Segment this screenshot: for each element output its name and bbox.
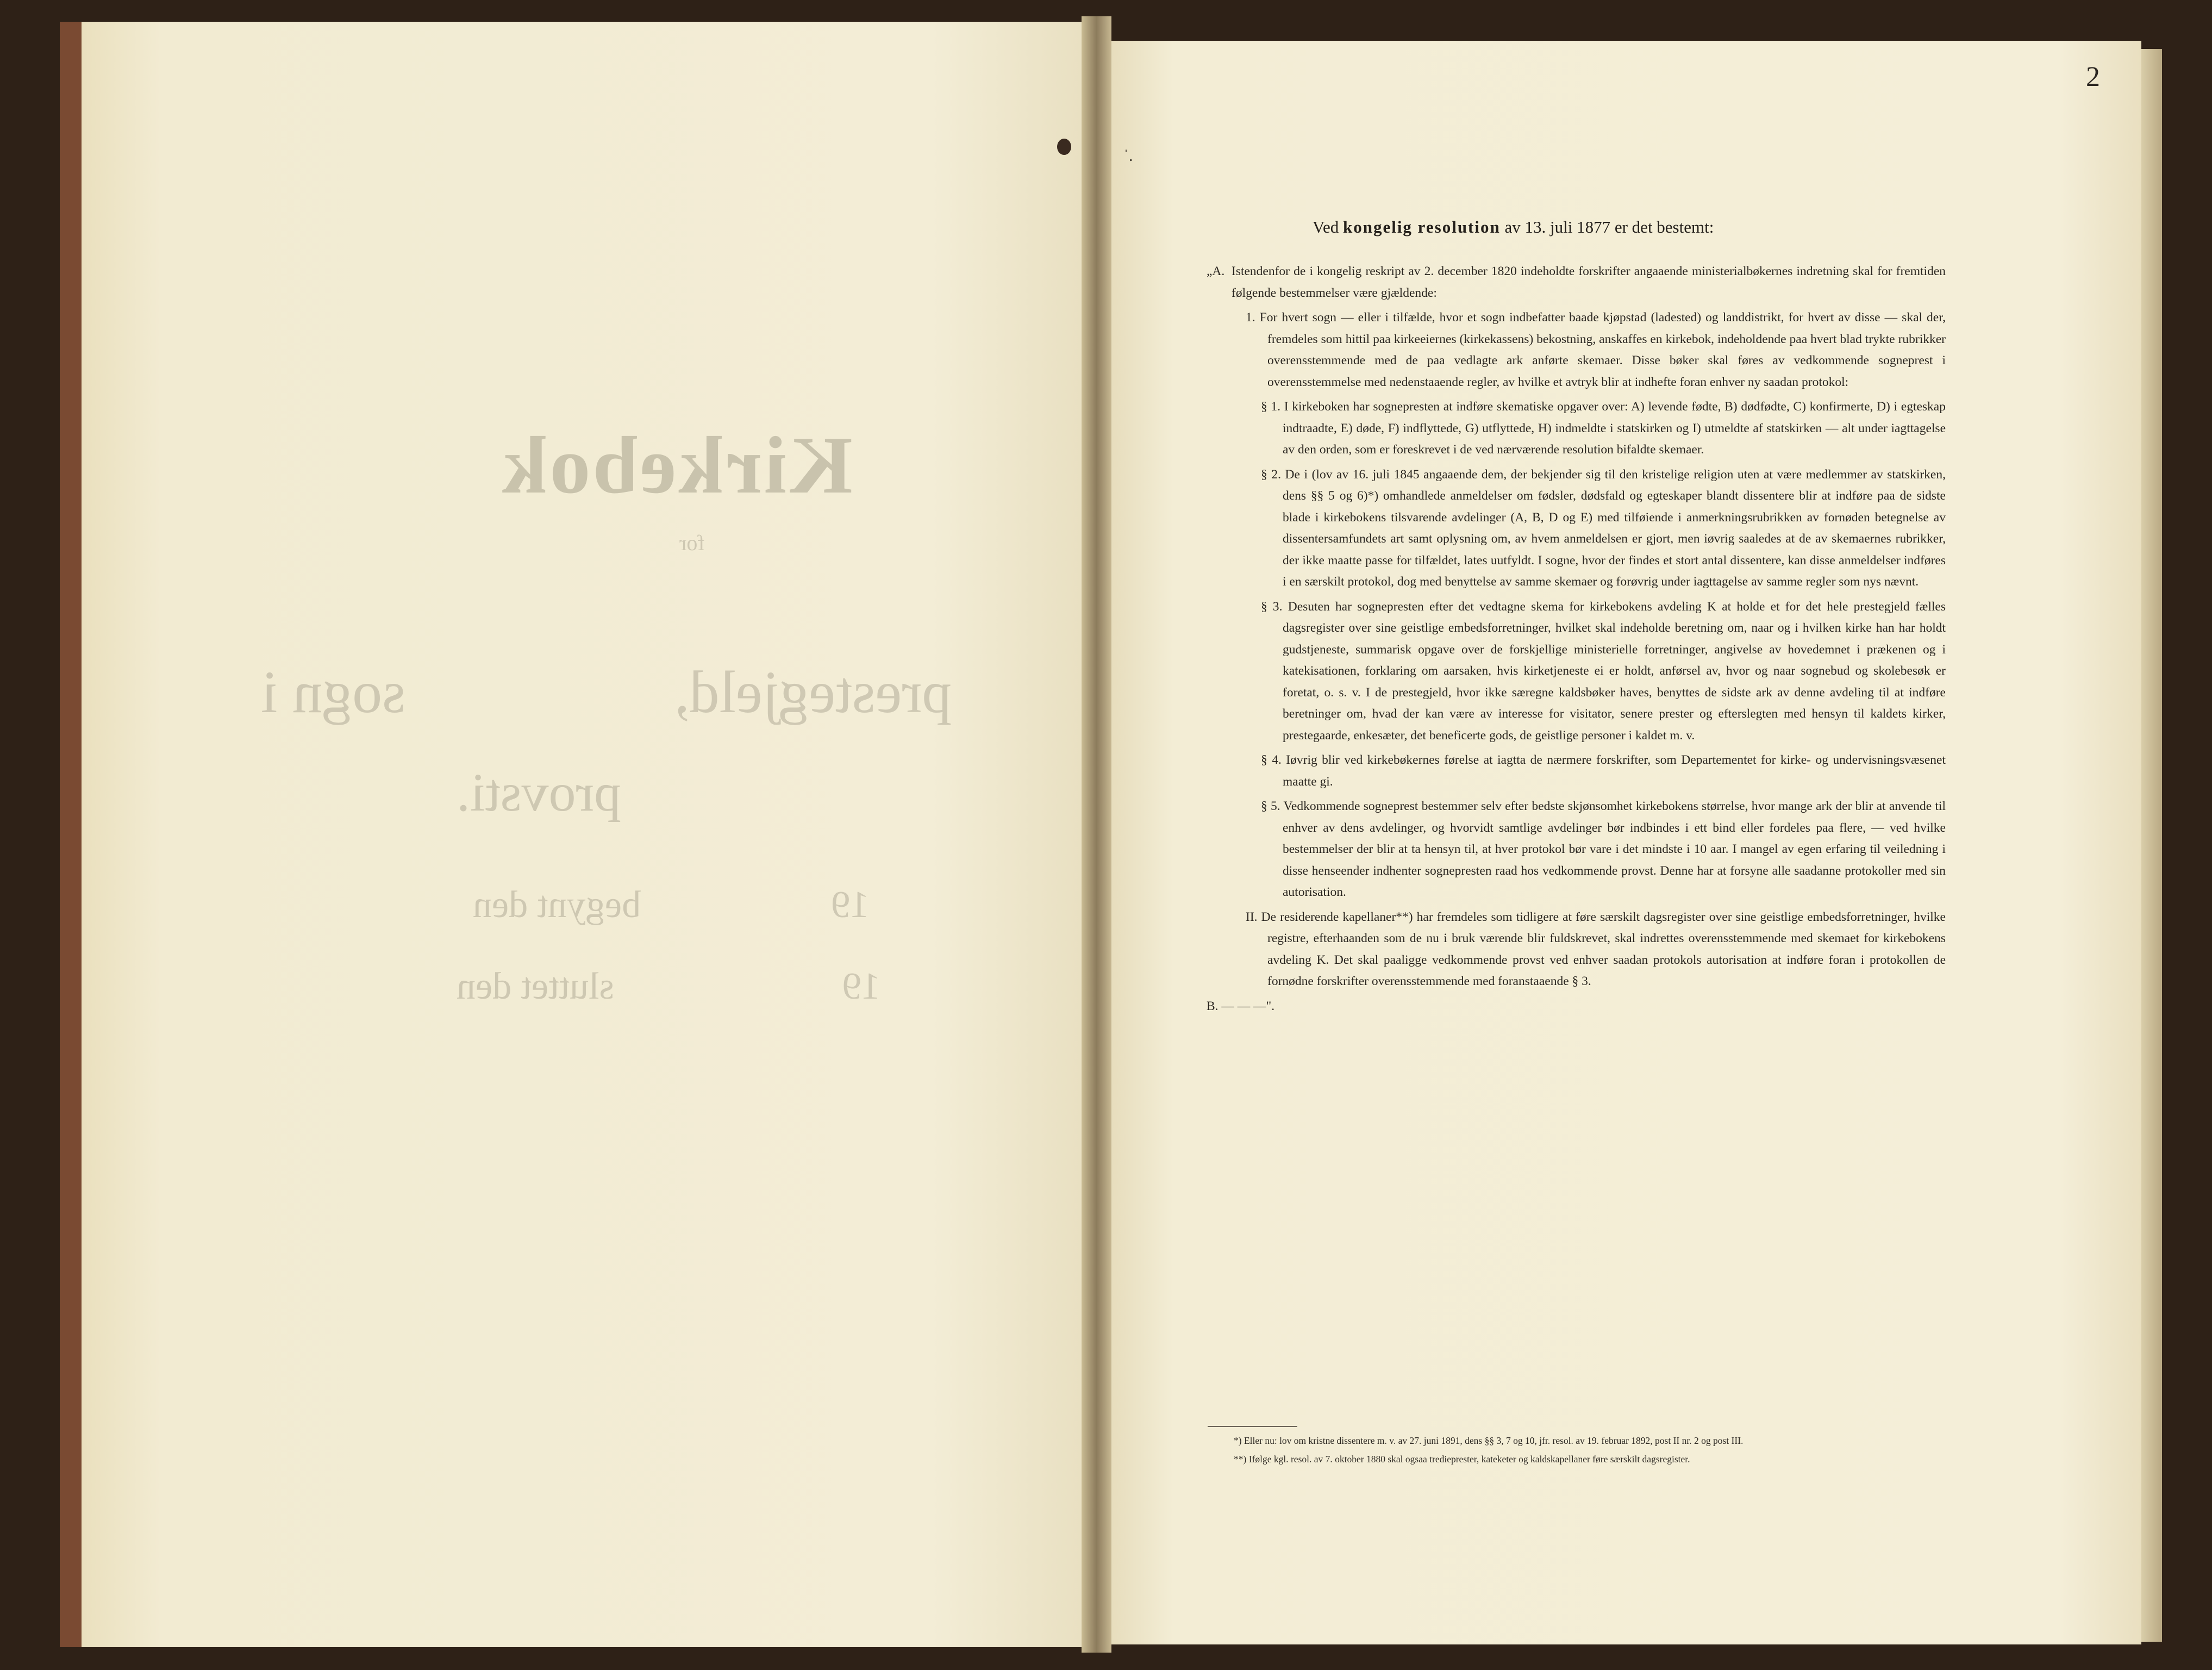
- section-a-label: „A.: [1207, 264, 1225, 278]
- ghost-sluttet-label: sluttet den: [457, 965, 614, 1007]
- ghost-title: Kirkebok: [500, 420, 853, 510]
- ink-spot: [1057, 139, 1071, 155]
- left-page: [60, 22, 1082, 1647]
- point-2: II. De residerende kapellaner**) har fremdeles som tidligere at føre særskilt dagsregister over sine geistlige embedsforretninger, hvilke registre, efterhaanden som de nu i bruk værende blir fuldskrevet, skal indrettes overensstemmende med skemaet for kirkebokens avdeling K. Det skal paaligge vedkommende provst ved enhver saadan protokols autorisation at indføre foran i protokollen de fornødne forskrifter overensstemmende med foranstaaende § 3.: [1246, 909, 1946, 988]
- ghost-for: for: [679, 531, 705, 555]
- heading-bold: kongelig resolution: [1342, 217, 1501, 236]
- heading-suffix: av 13. juli 1877 er det bestemt:: [1504, 217, 1714, 236]
- resolution-text: [1207, 261, 1946, 1020]
- ghost-begynt-year: 19: [831, 884, 870, 926]
- paragraph-4: § 4. Iøvrig blir ved kirkebøkernes førelse at iagtta de nærmere forskrifter, som Departementet for kirke- og undervisningsvæsenet maatte gi.: [1261, 753, 1946, 789]
- paragraph-5: § 5. Vedkommende sogneprest bestemmer selv efter bedste skjønsomhet kirkebokens størrelse, hvor mange ark der blir at anvende til enhver av dens avdelinger, og hvorvidt samtlige avdelinger bør indbindes i ett bind eller fordeles paa flere, — ved hvilke bestemmelser der blir at ta hensyn til, at hver protokol bør vare i det mindste i 10 aar. I mangel av egen erfaring til veiledning i disse henseender indhenter sognepresten raad hos vedkommende provst. Denne har at forsyne alle saadanne protokoller med sin autorisation.: [1261, 799, 1946, 899]
- footnote-divider: [1208, 1426, 1297, 1427]
- ghost-provsti: provsti.: [457, 762, 621, 822]
- page-edge: [2141, 49, 2162, 1642]
- ghost-sogn: sogn i: [261, 659, 405, 725]
- ghost-begynt-label: begynt den: [473, 884, 641, 926]
- resolution-heading: [1313, 217, 1714, 237]
- footnote-2: **) Ifølge kgl. resol. av 7. oktober 1880 skal ogsaa tredieprester, kateketer og kaldskapellaner føre særskilt dagsregister.: [1234, 1454, 1690, 1465]
- heading-prefix: Ved: [1313, 217, 1339, 236]
- section-a: [1207, 261, 1946, 307]
- ghost-sogn-line: [261, 658, 952, 727]
- ghost-sluttet-year: 19: [842, 965, 880, 1007]
- paragraph-3: § 3. Desuten har sognepresten efter det vedtagne skema for kirkebokens avdeling K at holde et for det hele prestegjeld fælles dagsregister over sine geistlige embedsforretninger, hvilket skal indeholde beretning om, naar og i hvilken kirke han har holdt gudstjeneste, summarisk opgave over de forskjellige ministerielle forretninger, angivelse av hovedemnet i prækenen og i katekisationen, forklaring om aarsaken, hvis kirketjeneste ei er holdt, anførsel av, hvor og naar sognebud og skolebesøk er foretat, o. s. v. I de prestegjeld, hvor ikke særegne kaldsbøker haves, benyttes de sidste ark av denne avdeling til at indføre beretninger om, hvad der kan være av interesse for visitator, senere prester og efterslegten med hensyn til kaldets kirker, prestegaarde, enkesæter, det beneficerte gods, de geistlige personer i kaldet m. v.: [1261, 599, 1946, 743]
- ghost-sluttet: [457, 965, 880, 1008]
- point-1: 1. For hvert sogn — eller i tilfælde, hvor et sogn indbefatter baade kjøpstad (ladested) og landdistrikt, for hvert av disse — skal der, fremdeles som hittil paa kirkeeiernes (kirkekassens) bekostning, anskaffes en kirkebok, indeholdende paa hvert blad trykte rubrikker overensstemmende med de paa vedlagte ark anførte skemaer. Disse bøker skal føres av vedkommende sogneprest i overensstemmelse med nedenstaaende regler, av hvilke et avtryk blir at indhefte foran enhver ny saadan protokol:: [1246, 310, 1946, 389]
- paragraph-1: § 1. I kirkeboken har sognepresten at indføre skematiske opgaver over: A) levende fødte, B) dødfødte, C) konfirmerte, D) i egteskap indtraadte, E) døde, F) indflyttede, G) utflyttede, H) indmeldte i statskirken og I) utmeldte af statskirken — alt under iagttagelse av den orden, som er foreskrevet i de ved nærværende resolution bifaldte skemaer.: [1261, 400, 1946, 457]
- margin-mark: ˈ.: [1123, 147, 1133, 165]
- book-gutter: [1082, 16, 1111, 1653]
- ghost-prestegjeld: prestegjeld,: [674, 659, 952, 725]
- closing-line: B. — — —".: [1207, 999, 1275, 1013]
- page-number: 2: [2086, 61, 2100, 92]
- ghost-begynt: [473, 883, 869, 927]
- section-a-intro: Istendenfor de i kongelig reskript av 2. december 1820 indeholdte forskrifter angaaende ministerialbøkernes indretning skal for fremtiden følgende bestemmelser være gjældende:: [1232, 264, 1946, 300]
- footnote-1: *) Eller nu: lov om kristne dissentere m. v. av 27. juni 1891, dens §§ 3, 7 og 10, jfr. resol. av 19. februar 1892, post II nr. 2 og post III.: [1234, 1435, 1744, 1446]
- paragraph-2: § 2. De i (lov av 16. juli 1845 angaaende dem, der bekjender sig til den kristelige religion uten at være medlemmer av statskirken, dens §§ 5 og 6)*) omhandlede anmeldelser om fødsler, dødsfald og egteskaper blandt dissentere blir at indføre paa de sidste blade i kirkebokens tilsvarende avdelinger (A, B, D og E) med tilføiende i anmerkningsrubrikken av fornøden betegnelse av dissentersamfundets art samt oplysning om, av hvem anmeldelsen er gjort, men iøvrig saaledes at de av skemaernes rubrikker, der ikke maatte passe for tilfældet, lates uutfyldt. I sogne, hvor der findes et stort antal dissentere, kan disse anmeldelser indføres i en særskilt protokol, dog med benyttelse av samme skemaer og forøvrig under iagttagelse av samme regler som nys nævnt.: [1261, 467, 1946, 589]
- footnotes: [1234, 1432, 1946, 1469]
